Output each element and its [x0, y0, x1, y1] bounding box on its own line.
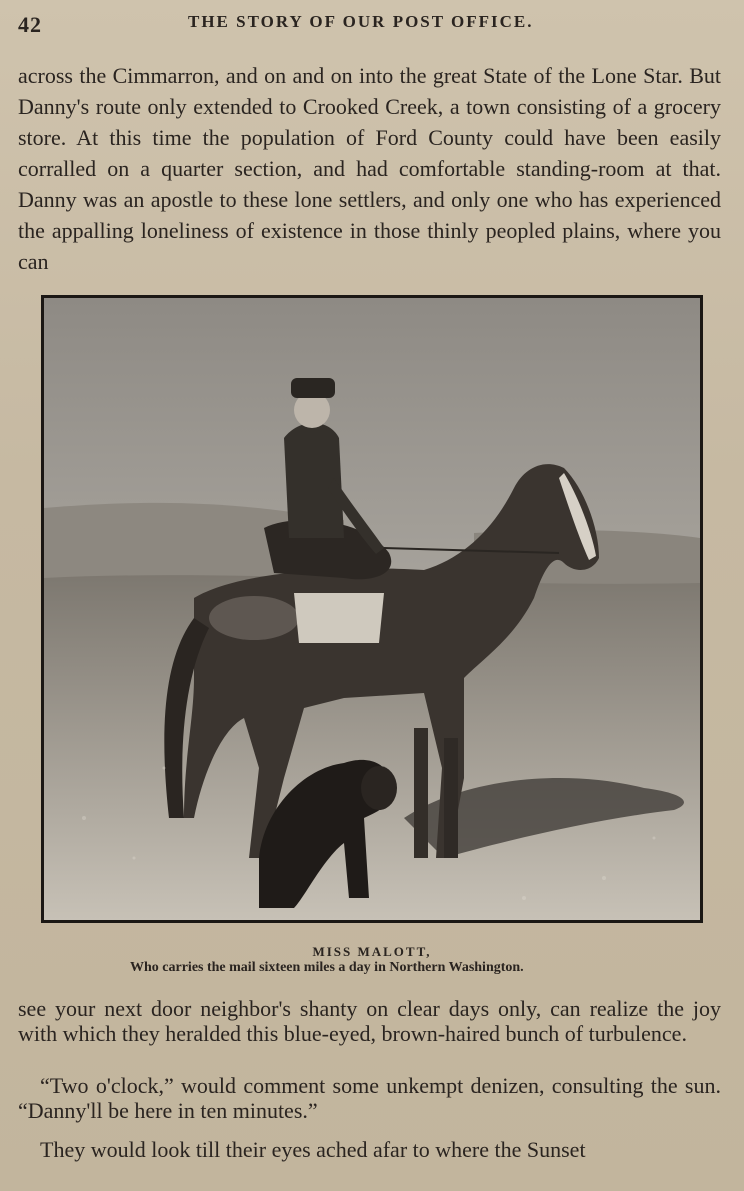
paragraph-top: across the Cimmarron, and on and on into the great State of the Lone Star. But Danny's route only extended to Crooked Creek, a town consisting of a grocery store. At this time the population of Ford County could have been easily corralled on a quarter section, and had comfortable standing-room at that. Danny was an apostle to these lone settlers, and only one who has experienced the appalling loneliness of existence in those thinly peopled plains, where you can: [18, 63, 721, 274]
paragraph-bottom-1: see your next door neighbor's shanty on clear days only, can realize the joy with which they heralded this blue-eyed, brown-haired bunch of turbulence.: [18, 996, 721, 1046]
figure-caption-text: Who carries the mail sixteen miles a day in Northern Washington.: [130, 960, 524, 975]
page-header: [18, 8, 730, 38]
paragraph-bottom-3: They would look till their eyes ached afar to where the Sunset: [40, 1137, 586, 1162]
photograph-horse-rider-dog: [44, 298, 700, 920]
running-head: THE STORY OF OUR POST OFFICE.: [188, 12, 534, 31]
photograph-figure: [41, 295, 703, 923]
page-number: 42: [18, 12, 42, 37]
figure-caption-title: MISS MALOTT,: [312, 944, 432, 959]
paragraph-bottom-2: “Two o'clock,” would comment some unkempt denizen, consulting the sun. “Danny'll be here in ten minutes.”: [18, 1073, 721, 1123]
